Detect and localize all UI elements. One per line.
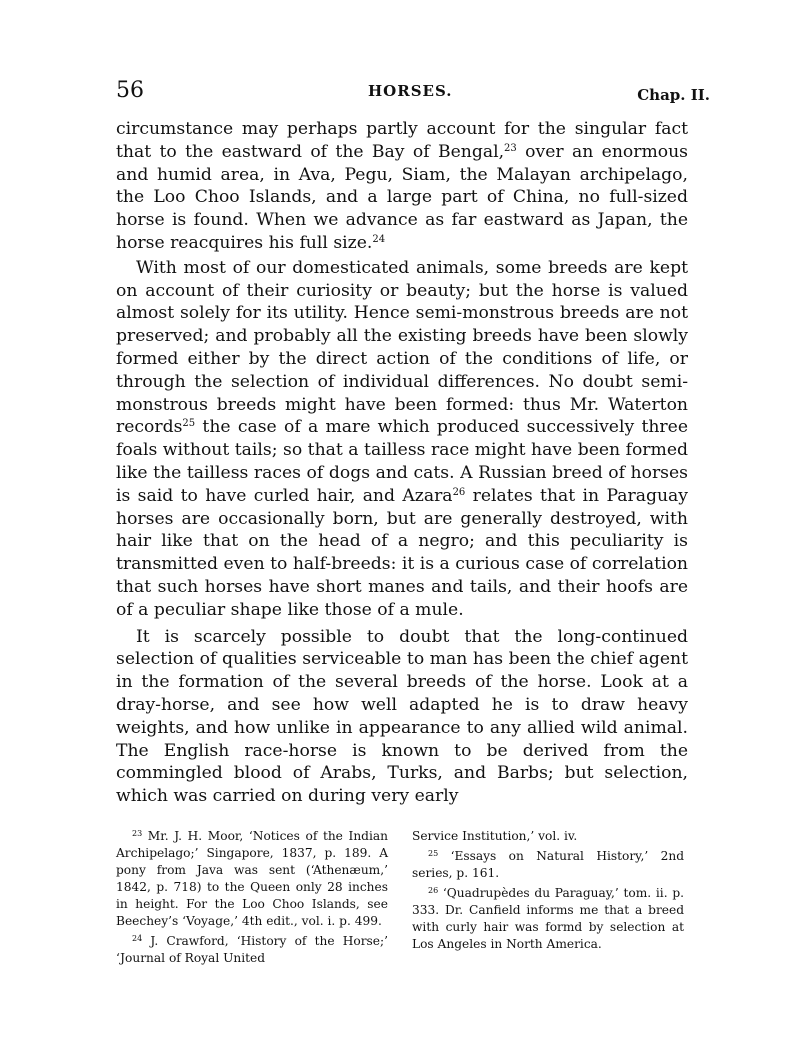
paragraph-1 — [116, 118, 688, 255]
paragraph-2-text-a: With most of our domesticated animals, some breeds are kept on account of their curiosity or beauty; but the horse is valued almost solely for its utility. Hence semi-monstrous breeds are not preserved; and probably all the existing breeds have been slowly formed either by the direct action of the conditions of life, or through the selection of individual differences. No doubt semi-monstrous breeds might have been formed: thus Mr. Waterton records — [116, 257, 688, 438]
footnote-26-number: 26 — [428, 886, 439, 895]
footnotes-right-column — [412, 828, 684, 956]
paragraph-3: It is scarcely possible to doubt that the long-continued selection of qualities serviceable to man has been the chief agent in the formation of the several breeds of the horse. Look at a dray-horse, and see how well adapted he is to draw heavy weights, and how unlike in appearance to any allied wild animal. The English race-horse is known to be derived from the commingled blood of Arabs, Turks, and Barbs; but selection, which was carried on during very early — [116, 626, 688, 807]
footnote-23 — [116, 828, 388, 930]
paragraph-2-text-c: relates that in Paraguay horses are occasionally born, but are generally destroyed, with hair like that on the head of a negro; and this peculiarity is transmitted even to half-breeds: it is a curious case of correlation that such horses have short manes and tails, and their hoofs are of a peculiar shape like those of a mule. — [116, 485, 688, 620]
footnote-26-text: ‘Quadrupèdes du Paraguay,’ tom. ii. p. 333. Dr. Canfield informs me that a breed with curly hair was formd by selection at Los Angeles in North America. — [412, 886, 684, 951]
chapter-label: Chap. II. — [637, 86, 710, 104]
footnote-25-number: 25 — [428, 849, 439, 858]
paragraph-2 — [116, 257, 688, 622]
running-header — [116, 78, 710, 108]
paragraph-1-text-a: circumstance may perhaps partly account for the singular fact that to the eastward of the Bay of Bengal, — [116, 119, 688, 162]
footnote-ref-24: 24 — [372, 233, 386, 245]
footnote-24-continued: Service Institution,’ vol. iv. — [412, 829, 578, 843]
body-text — [116, 118, 688, 808]
paragraph-2-text-b: the case of a mare which produced successively three foals without tails; so that a tailless race might have been formed like the tailless races of dogs and cats. A Russian breed of horses is said to have curled hair, and Azara — [116, 417, 688, 506]
footnote-ref-26: 26 — [452, 486, 466, 498]
footnote-25 — [412, 848, 684, 882]
footnote-ref-23: 23 — [504, 142, 517, 154]
paragraph-1-text-b: over an enormous and humid area, in Ava, Pegu, Siam, the Malayan archipelago, the Loo Choo Islands, and a large part of China, no full-sized horse is found. When we advance as far eastward as Japan, the horse reacquires his full size. — [116, 141, 688, 253]
footnote-23-text: Mr. J. H. Moor, ‘Notices of the Indian Archipelago;’ Singapore, 1837, p. 189. A pony from Java was sent (‘Athenæum,’ 1842, p. 718) to the Queen only 28 inches in height. For the Loo Choo Islands, see Beechey’s ‘Voyage,’ 4th edit., vol. i. p. 499. — [116, 829, 388, 928]
footnote-ref-25: 25 — [182, 418, 196, 430]
running-title: HORSES. — [368, 82, 453, 100]
page-number: 56 — [116, 78, 144, 103]
footnote-26 — [412, 885, 684, 953]
footnote-25-text: ‘Essays on Natural History,’ 2nd series, p. 161. — [412, 849, 684, 880]
footnote-24-text: J. Crawford, ‘History of the Horse;’ ‘Journal of Royal United — [116, 934, 388, 965]
footnote-24-number: 24 — [132, 934, 143, 943]
footnote-24 — [116, 933, 388, 967]
footnotes-left-column — [116, 828, 388, 970]
footnote-23-number: 23 — [132, 829, 143, 838]
